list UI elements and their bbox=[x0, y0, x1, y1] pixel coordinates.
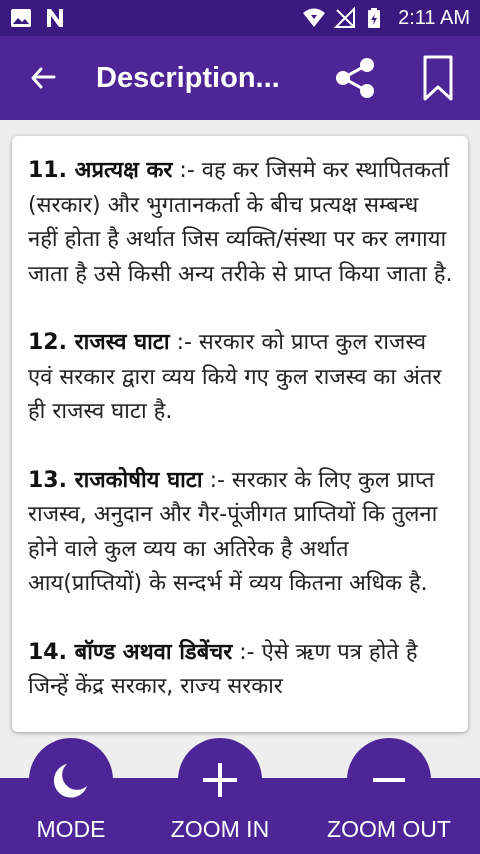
definition-entry bbox=[28, 326, 454, 430]
n-app-notification-icon bbox=[44, 7, 66, 29]
page-title: Description... bbox=[96, 61, 280, 94]
no-signal-icon bbox=[334, 7, 356, 29]
entry-term: 13. राजकोषीय घाटा bbox=[28, 467, 203, 493]
plus-icon bbox=[200, 760, 240, 800]
app-toolbar bbox=[0, 36, 480, 120]
zoom-out-button[interactable] bbox=[347, 738, 431, 822]
description-card[interactable] bbox=[12, 136, 468, 732]
mode-label[interactable]: MODE bbox=[36, 816, 106, 842]
entry-term: 14. बॉण्ड अथवा डिबेंचर bbox=[28, 639, 233, 665]
entry-term: 11. अप्रत्यक्ष कर bbox=[28, 158, 173, 183]
entry-text: :- ऐसे ऋण पत्र होते है जिन्हें केंद्र सरकार, राज्य सरकार bbox=[28, 639, 418, 699]
moon-icon bbox=[51, 760, 91, 800]
minus-icon bbox=[369, 760, 409, 800]
share-button[interactable] bbox=[326, 48, 384, 108]
zoom-in-button[interactable] bbox=[178, 738, 262, 822]
definition-entry bbox=[28, 636, 454, 705]
mode-button[interactable] bbox=[29, 738, 113, 822]
entry-text: :- सरकार के लिए कुल प्राप्त राजस्व, अनुदान और गैर-पूंजीगत प्राप्तियों कि तुलना होने वाले कुल व्यय का अतिरेक है अर्थात आय(प्राप्तियों) के सन्दर्भ में व्यय कितना अधिक है. bbox=[28, 467, 438, 596]
back-arrow-icon bbox=[28, 64, 56, 92]
battery-icon bbox=[366, 7, 388, 29]
bookmark-icon bbox=[423, 55, 453, 101]
entry-text: :- वह कर जिसमे कर स्थापितकर्ता (सरकार) और भुगतानकर्ता के बीच प्रत्यक्ष सम्बन्ध नहीं होता है अर्थात जिस व्यक्ति/संस्था पर कर लगाया जाता है उसे किसी अन्य तरीके से प्राप्त किया जाता है. bbox=[28, 158, 453, 287]
status-bar bbox=[0, 0, 480, 36]
entry-term: 12. राजस्व घाटा bbox=[28, 330, 170, 355]
share-icon bbox=[333, 56, 377, 100]
wifi-icon bbox=[302, 7, 324, 29]
image-notification-icon bbox=[10, 7, 32, 29]
back-button[interactable] bbox=[12, 48, 72, 108]
definition-entry bbox=[28, 154, 454, 292]
bookmark-button[interactable] bbox=[410, 48, 466, 108]
definition-entry bbox=[28, 464, 454, 602]
zoom-out-label[interactable]: ZOOM OUT bbox=[327, 816, 451, 842]
zoom-in-label[interactable]: ZOOM IN bbox=[170, 816, 270, 842]
entry-text: :- सरकार को प्राप्त कुल राजस्व एवं सरकार द्वारा व्यय किये गए कुल राजस्व का अंतर ही राजस्व घाटा है. bbox=[28, 330, 442, 424]
status-time: 2:11 AM bbox=[398, 6, 470, 29]
